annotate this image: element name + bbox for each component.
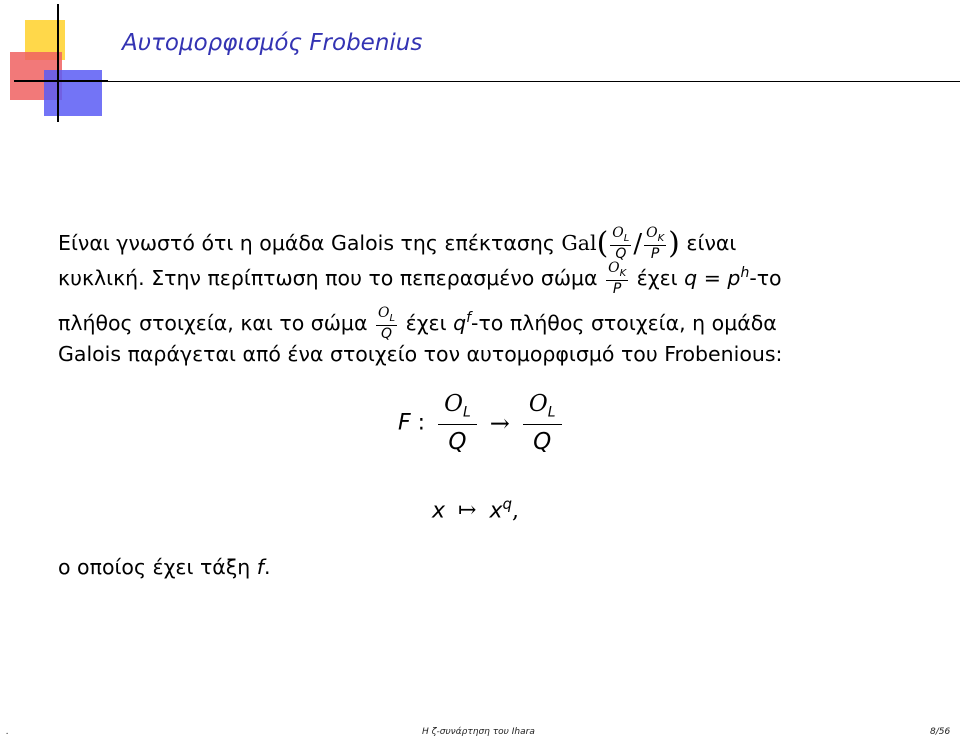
line2-start: κυκλική. Στην περίπτωση που το πεπερασμένο σώμα — [58, 266, 598, 290]
gal-operator: Gal — [561, 231, 597, 255]
line1-text: Είναι γνωστό ότι η ομάδα Galois της επέκτασης — [58, 231, 555, 255]
var-F: F — [398, 410, 411, 436]
logo-blue-square — [44, 70, 102, 116]
line3-start: πλήθος στοιχεία, και το σώμα — [58, 311, 368, 335]
paragraph-last-line — [58, 557, 271, 578]
line2-end: -το — [749, 266, 782, 290]
line1-end: είναι — [686, 231, 737, 255]
line3-mid: έχει — [405, 311, 447, 335]
paragraph-line-1 — [58, 226, 736, 262]
frobenius-map-definition — [398, 393, 568, 454]
fraction-OK-P: $\frac{O_K}{P}$ — [646, 225, 665, 263]
last-line-end: . — [264, 555, 271, 579]
big-fraction-domain: $\frac{O_L}{Q}$ — [438, 393, 477, 454]
var-x-2: x — [489, 498, 503, 524]
last-line-start: ο οποίος έχει τάξη — [58, 555, 251, 579]
paragraph-line-4: Galois παράγεται από ένα στοιχείο τον αυτομορφισμό του Frobenious: — [58, 342, 783, 366]
var-p: p — [727, 266, 741, 290]
footer-left: . — [6, 727, 9, 737]
colon: : — [417, 410, 426, 436]
line3-end: -το πλήθος στοιχεία, η ομάδα — [471, 311, 777, 335]
logo-vertical-line — [57, 4, 59, 122]
fraction-OL-Q-2: $\frac{O_L}{Q}$ — [378, 305, 396, 343]
title-rule — [78, 81, 960, 82]
line2-mid: έχει — [636, 266, 678, 290]
exp-h: h — [740, 265, 750, 282]
var-x: x — [432, 498, 446, 524]
quotient-slash: / — [633, 229, 643, 259]
exp-q: q — [502, 495, 513, 513]
var-q-2: q — [453, 311, 467, 335]
paragraph-line-3 — [58, 306, 777, 342]
exp-f: f — [466, 310, 472, 327]
slide-title: Αυτομορφισμός Frobenius — [122, 30, 423, 56]
frobenius-map-rule — [432, 495, 519, 523]
fraction-OL-Q: $\frac{O_L}{Q}$ — [612, 225, 630, 263]
var-q: q — [684, 266, 698, 290]
equals-sign: = — [703, 266, 721, 290]
right-arrow: → — [489, 409, 510, 438]
footer-center-title: Η ζ-συνάρτηση του Ihara — [422, 727, 535, 737]
footer-page-number: 8/56 — [930, 727, 951, 737]
right-paren: ) — [668, 226, 680, 261]
big-fraction-codomain: $\frac{O_L}{Q}$ — [523, 393, 562, 454]
beamer-logo — [0, 0, 110, 125]
paragraph-line-2 — [58, 261, 782, 297]
fraction-OK-P-2: $\frac{O_K}{P}$ — [608, 260, 627, 298]
var-f: f — [256, 555, 264, 579]
mapsto-arrow: ↦ — [458, 498, 477, 524]
left-paren: ( — [596, 226, 609, 261]
comma: , — [512, 498, 520, 524]
